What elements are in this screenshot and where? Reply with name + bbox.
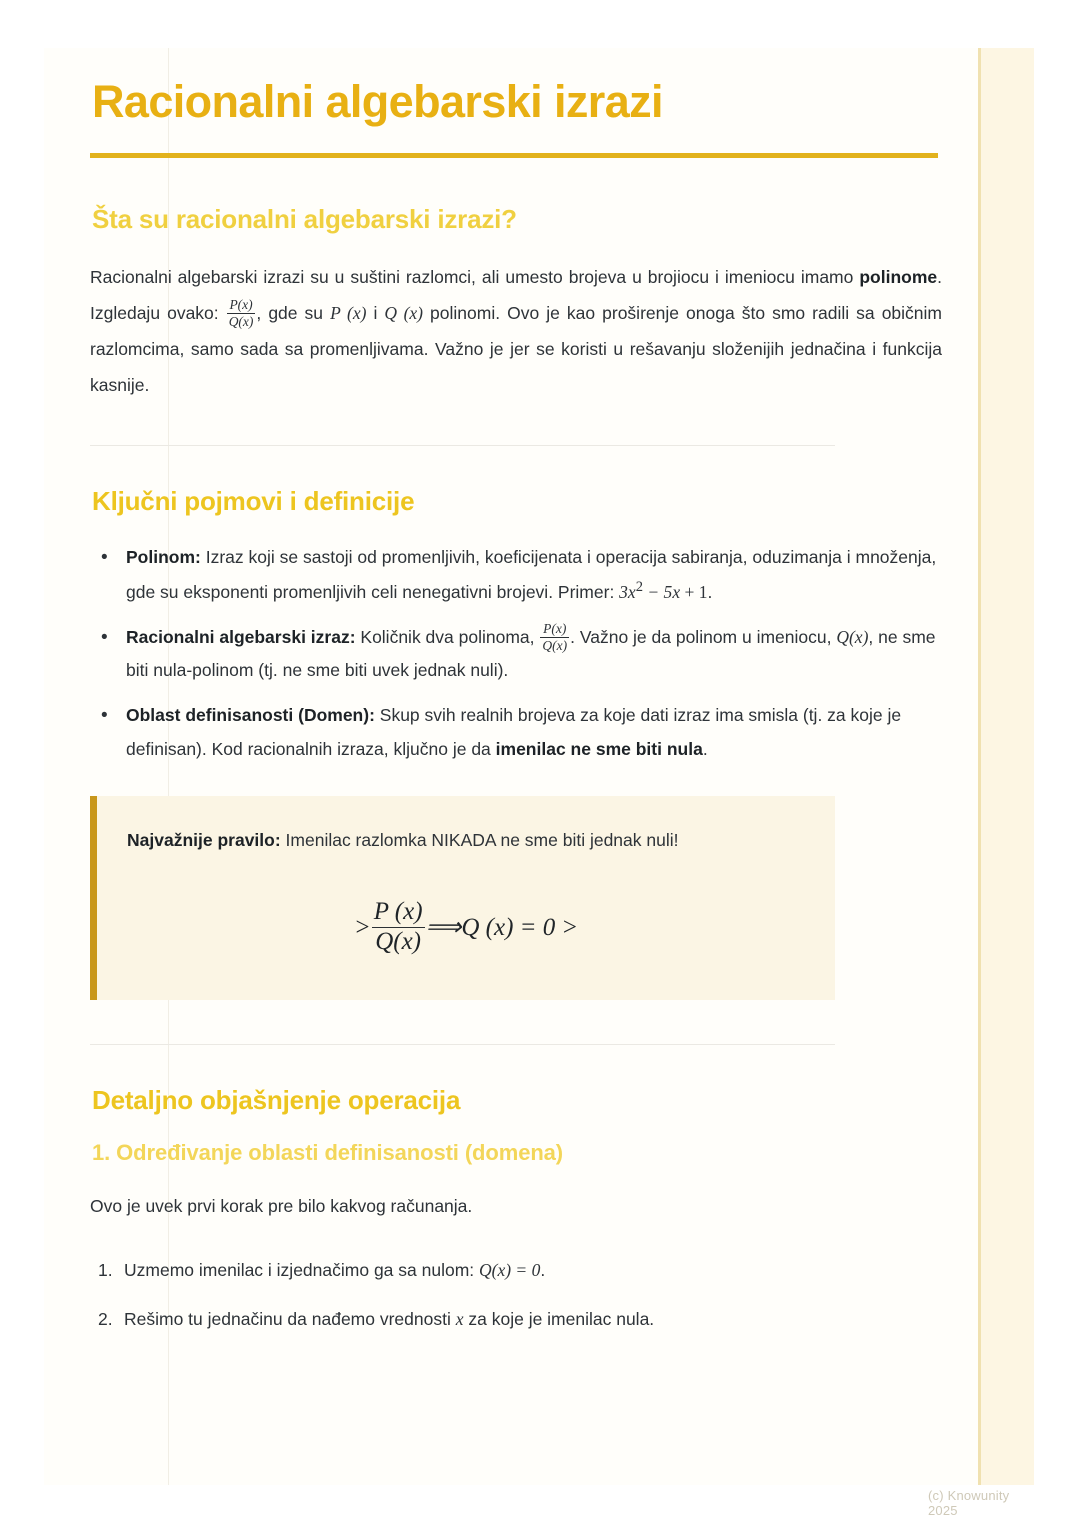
intro-text-5: polinomi. Ovo je kao proširenje onoga što smo radili sa običnim razlomcima, samo sada sa promenljivama. Važno je jer se koristi u rešavanju složenijih jednačina i funkcija kasnije. [90, 302, 942, 395]
term-text-after: . [702, 738, 708, 759]
formula-implies-operator: ⟹ [425, 913, 462, 941]
page-title: Racionalni algebarski izrazi [92, 76, 663, 127]
fraction-denominator: Q(x) [372, 927, 425, 957]
math-polynomial-example: $3x^2 - 5x + 1$ [619, 579, 708, 603]
step-text: Uzmemo imenilac i izjednačimo ga sa nulom: [124, 1260, 479, 1281]
fraction-numerator: P(x) [229, 297, 253, 313]
term-text-after: . [707, 582, 713, 603]
list-item [90, 699, 942, 766]
document-page [44, 48, 1034, 1518]
heading-key-terms: Ključni pojmovi i definicije [92, 485, 415, 516]
intro-text-3: , gde su [256, 302, 331, 323]
term-label: Oblast definisanosti (Domen): [126, 704, 375, 725]
math-variable-x: x [455, 1309, 464, 1330]
domain-steps-list [90, 1254, 942, 1337]
page-right-margin-strip [978, 48, 1034, 1485]
step-text: Rešimo tu jednačinu da nađemo vrednosti [124, 1309, 456, 1330]
heading-detailed-operations: Detaljno objašnjenje operacija [92, 1085, 461, 1116]
term-text-mid: . Važno je da polinom u imeniocu, [570, 626, 837, 647]
fraction-denominator: Q(x) [228, 313, 254, 329]
term-text-after: , ne sme biti nula-polinom (tj. ne sme biti uvek jednak nuli). [126, 626, 936, 681]
term-text: Izraz koji se sastoji od promenljivih, koeficijenata i operacija sabiranja, oduzimanja i množenja, gde su eksponenti promenljivih celi nenegativni brojevi. Primer: [126, 546, 937, 603]
intro-text-2: . Izgledaju ovako: [90, 266, 942, 323]
term-text: Skup svih realnih brojeva za koje dati izraz ima smisla (tj. za koje je definisan). Kod racionalnih izraza, ključno je da [126, 704, 902, 759]
intro-bold-polinome: polinome [859, 266, 938, 287]
term-label: Racionalni algebarski izraz: [126, 626, 356, 647]
title-underline [90, 153, 938, 158]
intro-paragraph [90, 259, 942, 403]
operations-paragraph: Ovo je uvek prvi korak pre bilo kakvog računanja. [90, 1196, 473, 1217]
section-divider-2 [90, 1044, 835, 1045]
term-bold-tail: imenilac ne sme biti nula [495, 738, 703, 759]
fraction-numerator: P (x) [373, 898, 423, 926]
step-text-after: . [540, 1260, 546, 1281]
math-q-of-x: Q (x) [384, 302, 423, 323]
list-item [90, 621, 942, 688]
formula-suffix: > [561, 913, 579, 941]
callout-message: Imenilac razlomka NIKADA ne sme biti jednak nuli! [280, 830, 679, 851]
heading-what-are-rational-expressions: Šta su racionalni algebarski izrazi? [92, 203, 517, 234]
inline-fraction-pq [227, 297, 256, 329]
formula-right-side: Q (x) = 0 [461, 913, 556, 941]
key-terms-list [90, 541, 942, 766]
callout-body [127, 826, 805, 854]
formula-fraction [372, 898, 425, 956]
copyright-watermark: (c) Knowunity 2025 [928, 1488, 1010, 1518]
important-rule-callout [90, 796, 835, 1000]
inline-fraction-pq [540, 621, 569, 653]
math-p-of-x: P (x) [330, 302, 367, 323]
term-text: Količnik dva polinoma, [355, 626, 540, 647]
intro-text-4: i [366, 302, 385, 323]
math-q-equals-zero: Q(x) = 0 [479, 1260, 541, 1281]
term-label: Polinom: [126, 546, 201, 567]
list-item [90, 541, 942, 610]
subheading-determining-domain: 1. Određivanje oblasti definisanosti (domena) [92, 1140, 564, 1166]
section-divider-1 [90, 445, 835, 446]
fraction-numerator: P(x) [543, 621, 567, 637]
step-text-after: za koje je imenilac nula. [463, 1309, 655, 1330]
intro-text-1: Racionalni algebarski izrazi su u suštini razlomci, ali umesto brojeva u brojiocu i imeniocu imamo [90, 266, 860, 287]
document-content [90, 48, 942, 1353]
formula-prefix: > [353, 913, 371, 941]
list-item [90, 1303, 942, 1336]
callout-label: Najvažnije pravilo: [127, 830, 281, 851]
math-q-of-x: Q(x) [836, 626, 869, 647]
fraction-denominator: Q(x) [542, 637, 568, 653]
callout-formula [127, 898, 805, 956]
list-item [90, 1254, 942, 1287]
